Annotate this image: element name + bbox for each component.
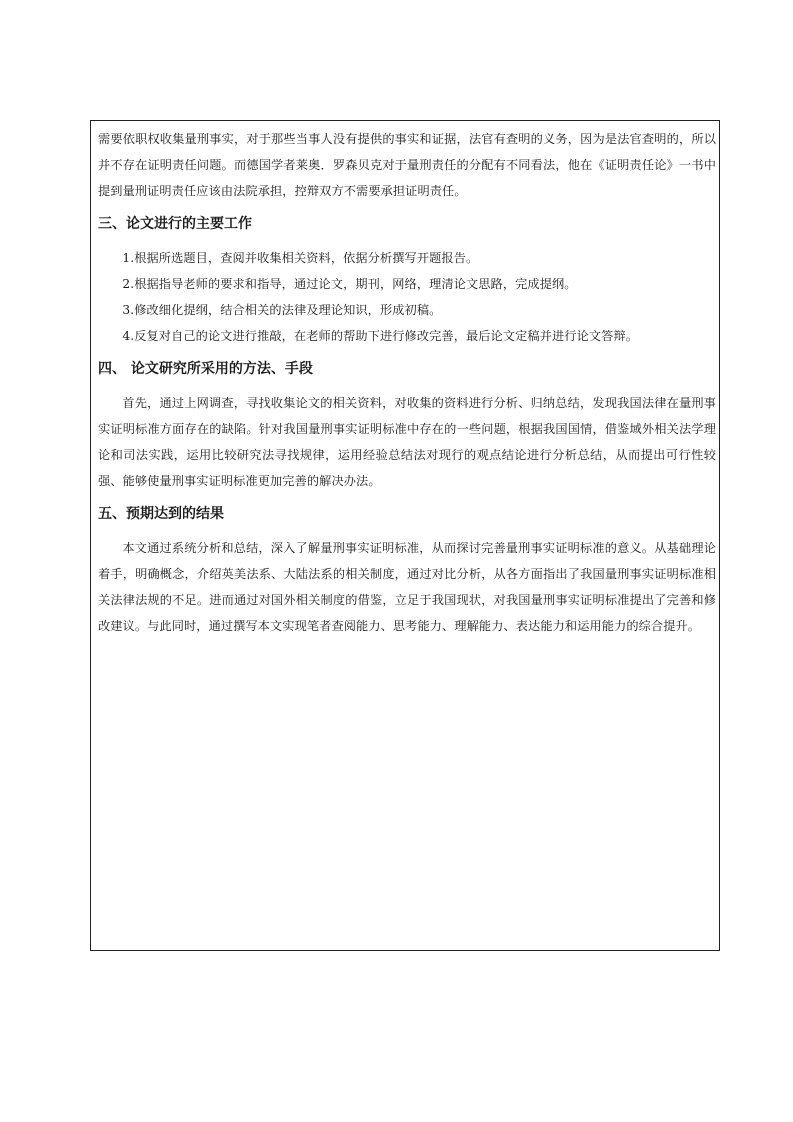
list-item: 3.修改细化提纲，结合相关的法律及理论知识，形成初稿。 xyxy=(122,303,442,317)
list-item: 4.反复对自己的论文进行推敲，在老师的帮助下进行修改完善，最后论文定稿并进行论文答辩。 xyxy=(122,329,639,343)
intro-paragraph: 需要依职权收集量刑事实，对于那些当事人没有提供的事实和证据，法官有查明的义务，因为是法官查明的，所以并不存在证明责任问题。而德国学者莱奥．罗森贝克对于量刑责任的分配有不同看法，他在《证明责任论》一书中提到量刑证明责任应该由法院承担，控辩双方不需要承担证明责任。 xyxy=(98,132,716,198)
results-paragraph: 本文通过系统分析和总结，深入了解量刑事实证明标准，从而探讨完善量刑事实证明标准的意义。从基础理论着手，明确概念，介绍英美法系、大陆法系的相关制度，通过对比分析，从各方面指出了我国量刑事实证明标准相关法律法规的不足。进而通过对国外相关制度的借鉴，立足于我国现状，对我国量刑事实证明标准提出了完善和修改建议。与此同时，通过撰写本文实现笔者查阅能力、思考能力、理解能力、表达能力和运用能力的综合提升。 xyxy=(98,541,716,633)
section-4-heading: 四、 论文研究所采用的方法、手段 xyxy=(98,361,313,377)
methods-paragraph: 首先，通过上网调查，寻找收集论文的相关资料，对收集的资料进行分析、归纳总结，发现我国法律在量刑事实证明标准方面存在的缺陷。针对我国量刑事实证明标准中存在的一些问题，根据我国国情，借鉴域外相关法学理论和司法实践，运用比较研究法寻找规律，运用经验总结法对现行的观点结论进行分析总结，从而提出可行性较强、能够使量刑事实证明标准更加完善的解决办法。 xyxy=(98,396,716,488)
document-body xyxy=(98,126,716,639)
section-3-heading: 三、论文进行的主要工作 xyxy=(98,216,252,232)
work-list xyxy=(98,245,716,349)
list-item: 2.根据指导老师的要求和指导，通过论文，期刊，网络，理清论文思路，完成提纲。 xyxy=(122,277,577,291)
section-5-heading: 五、预期达到的结果 xyxy=(98,506,224,522)
list-item: 1.根据所选题目，查阅并收集相关资料，依据分析撰写开题报告。 xyxy=(122,251,479,265)
